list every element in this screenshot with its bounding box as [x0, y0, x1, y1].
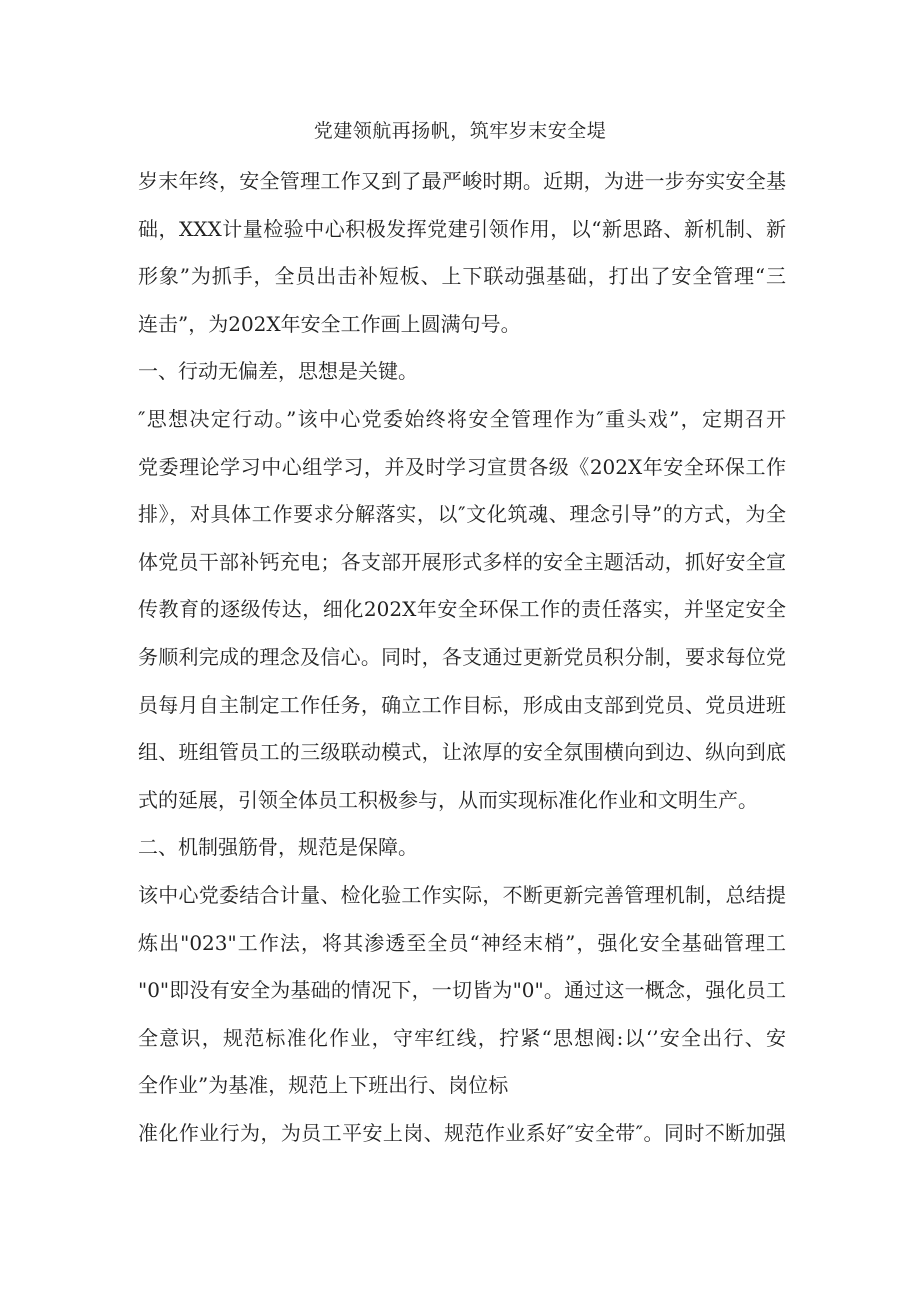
paragraph-line: 形象”为抓手，全员出击补短板、上下联动强基础，打出了安全管理“三 [138, 264, 786, 289]
paragraph-line: 准化作业行为，为员工平安上岗、规范作业系好″安全带″。同时不断加强 [138, 1120, 786, 1145]
paragraph-line: 炼出"023"工作法，将其渗透至全员“神经末梢”，强化安全基础管理工 [138, 930, 786, 955]
paragraph-line: 员每月自主制定工作任务，确立工作目标，形成由支部到党员、党员进班 [138, 692, 786, 717]
paragraph-line: 传教育的逐级传达，细化202X年安全环保工作的责任落实，并坚定安全 [138, 597, 786, 622]
paragraph-line: 础，XXX计量检验中心积极发挥党建引领作用，以“新思路、新机制、新 [138, 216, 786, 241]
document-title: 党建领航再扬帆，筑牢岁末安全堤 [313, 120, 607, 142]
paragraph-line: 岁末年终，安全管理工作又到了最严峻时期。近期，为进一步夯实安全基 [138, 169, 786, 193]
paragraph-line: ″思想决定行动。”该中心党委始终将安全管理作为″重头戏”，定期召开 [138, 406, 786, 431]
paragraph-line: 组、班组管员工的三级联动模式，让浓厚的安全氛围横向到边、纵向到底 [138, 740, 786, 765]
section-heading-1: 一、行动无偏差，思想是关键。 [138, 359, 418, 384]
paragraph-line: 体党员干部补钙充电；各支部开展形式多样的安全主题活动，抓好安全宣 [138, 549, 786, 574]
paragraph-line: 全作业”为基准，规范上下班出行、岗位标 [138, 1073, 509, 1098]
paragraph-line: 式的延展，引领全体员工积极参与，从而实现标准化作业和文明生产。 [138, 787, 758, 812]
document-body [138, 158, 786, 1157]
paragraph-line: 排》，对具体工作要求分解落实，以″文化筑魂、理念引导”的方式，为全 [138, 502, 786, 527]
paragraph-line: 连击”，为202X年安全工作画上圆满句号。 [138, 311, 521, 336]
paragraph-line: "0"即没有安全为基础的情况下，一切皆为"0"。通过这一概念，强化员工 [138, 978, 786, 1003]
paragraph-line: 党委理论学习中心组学习，并及时学习宣贯各级《202X年安全环保工作 [138, 454, 786, 479]
paragraph-line: 务顺利完成的理念及信心。同时，各支通过更新党员积分制，要求每位党 [138, 644, 786, 669]
paragraph-line: 该中心党委结合计量、检化验工作实际，不断更新完善管理机制，总结提 [138, 882, 786, 907]
paragraph-line: 全意识，规范标准化作业，守牢红线，拧紧“思想阀:以‘’安全出行、安 [138, 1025, 786, 1050]
section-heading-2: 二、机制强筋骨，规范是保障。 [138, 835, 418, 860]
